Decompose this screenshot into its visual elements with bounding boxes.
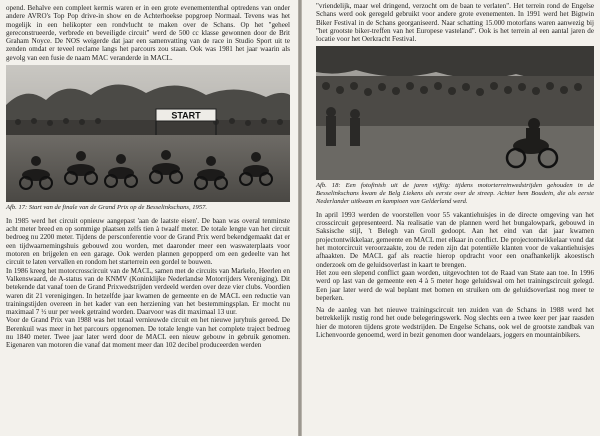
left-paragraph-2: In 1985 werd het circuit opnieuw aangepast 'aan de laatste eisen'. De baan was overal tenminste acht meter breed en op sommige plaatsen zelfs tien à twaalf meter. De totale lengte van het circuit bedroeg nu 2200 meter. Tijdens de persconferentie voor de Grand Prix werd bekendgemaakt dat er een tijdwaarnemingshuis gebouwd zou worden, met daaronder meer een waswaterplaats voor motoren en brijgelen en een garage. Ook werden plannen gepopperd om een gedeelte van het circuit te laten vervallen en rondom het starterrein een gordel te bouwen. [6,216,290,267]
right-paragraph-3: Het zou een slepend conflict gaan worden, uitgevochten tot de Raad van State aan toe. In 1996 werd op last van de gemeente een 4 à 5 meter hoge geluidswal om het trainingscircuit gelegd. Een jaar later werd de wal beplant met bomen en struiken om de geluidsoverlast nog meer te beperken. [316,268,594,302]
right-paragraph-4: Na de aanleg van het nieuwe trainingscircuit ten zuiden van de Schans in 1988 werd het betrekkelijk rustig rond het oude belegeringswerk. Nog slechts een a twee keer per jaar raasden hier de motoren tijdens grote wedstrijden. De Engelse Schans, ook wel de grootste zandbak van Lichenvoorde genoemd, werd in bezit genomen door wandelaars, joggers en mountainbikers. [316,306,594,340]
photo-race-start [6,65,290,202]
photo-finish-image [316,46,594,180]
right-paragraph-2: In april 1993 werden de voorstellen voor 55 vakantiehuisjes in de directe omgeving van het crosscircuit gepresenteerd. Na realisatie van de plannen werd het bungalowpark, gebouwd in Saksische stijl, 't Belegh van Groll gedoopt. Aan het eind van dat jaar kwamen projectontwikkelaar, gemeente en MACL met elkaar in conflict. De projectontwikkelaar vond dat het motorcircuit veroorzaakte, zou de reden zijn dat potentiële klanten voor de vakantiehuisjes afhaakten. De MACL gaf als reactie hierop opdracht voor een onafhankelijk akoestisch onderzoek om de geluidsoverlast in kaart te brengen. [316,210,594,269]
left-page [0,0,298,436]
race-start-photo-image [6,65,290,202]
left-paragraph-3: In 1986 kreeg het motorcrosscircuit van de MACL, samen met de circuits van Markelo, Heerlen en Valkenswaard, de A-status van de KNMV (Koninklijke Nederlandse Motorrijders Vereniging). Dit betekende dat vanaf toen de Grand Prixwedstrijden verdeeld werden over deze vier clubs. Voordien waren dit 21 verenigingen. In hetzelfde jaar kwamen de gemeente en de MACL een reductie van trainingstijden overeen in het kader van een herziening van het bestemmingsplan. Er mocht nu maximaal 7 ½ uur per week getraind worden. Daarvoor was dit maximaal 13 uur. [6,266,290,317]
start-banner-text: START [171,110,201,121]
photo-caption-17: Afb. 17: Start van de finale van de Grand Prix op de Besselinkschans, 1957. [6,204,208,212]
right-paragraph-1: "vriendelijk, maar wel dringend, verzocht om de baan te verlaten". Het terrein rond de Engelse Schans werd ook geregeld gebruikt voor andere grote evenementen. In 1991 werd het Bigtwin Biker Festival in de Schans georganiseerd. Naar schatting 15.000 motorfans waren aanwezig bij "het grootste biker-treffen van het Europese vasteland". Ook is het terrein al een aantal jaren de locatie voor het Oerkracht Festival. [316,2,594,44]
right-page [302,0,600,436]
photo-caption-18: Afb. 18: Een fotofinish uit de jaren vijftig: tijdens motorterreinwedstrijden gehouden in de Besselinkschans kwam de Belg Liekens als eerste over de streep. Achter hem Boudein, die als eerste Nederlander uitkwam en kampioen van Gelderland werd. [316,182,594,206]
left-paragraph-1: opend. Behalve een compleet kermis waren er in een grote evenemententhal optredens van onder andere AVRO's Top Pop drive-in show en de Achterhoekse popgroep Normaal. Tevens was het mogelijk in een helikopter een rondvlucht te maken over de Schans. Op het "geheel gereconstrueerde, verbrede en beveiligde circuit" werd de 500 cc klasse gewonnen door de Brit Graham Noyce. De NOS weigerde dat jaar een samenvatting van de race in Studio Sport uit te zenden omdat er teveel reclame langs het parcours zou staan. Ook was 1981 het jaar waarin als gevolg van een fusie de naam MAC veranderde in MACL. [6,4,290,62]
photo-finish [316,46,594,180]
left-paragraph-4: Voor de Grand Prix van 1988 was het totaal vernieuwde circuit en het nieuwe juryhuis gereed. De Berenkuil was meer in het parcours opgenomen. De totale lengte van het complete traject bedroeg nu 1840 meter. Twee jaar later werd door de MACL een nieuw gebouw in gebruik genomen. Eigenaren van motoren die vanaf dat moment meer dan 102 decibel produceerden werden [6,316,290,350]
